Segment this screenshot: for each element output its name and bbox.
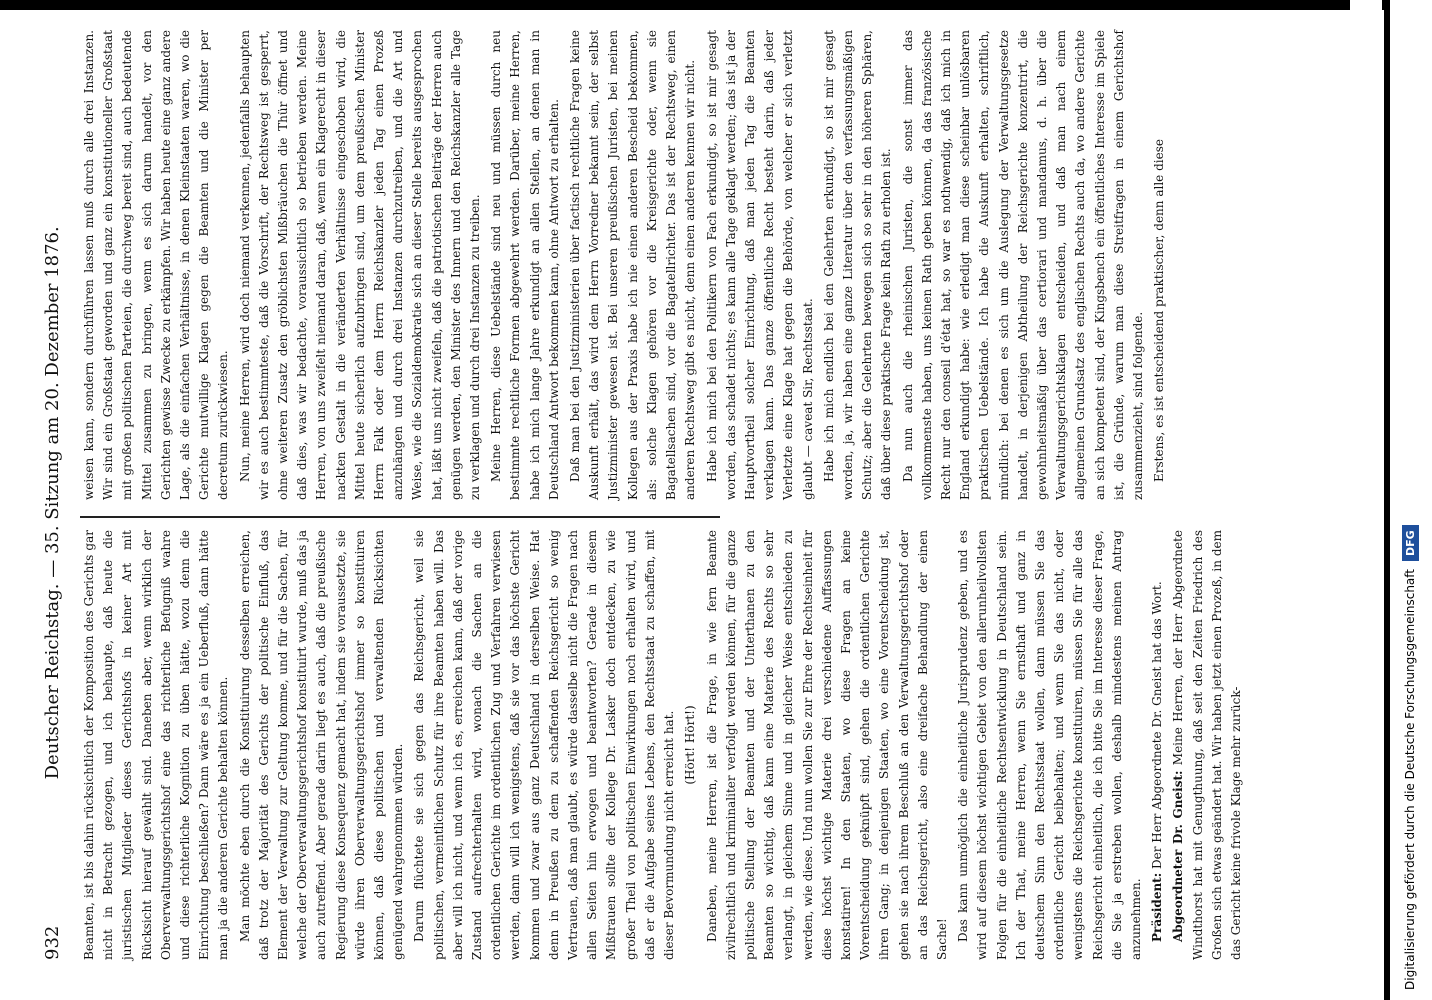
paragraph: Man möchte eben durch die Konstituirung desselben erreichen, daß trotz der Majorität des Gerichts der politische Einfluß, das Element der Verwaltung zur Geltung komme, und für die Sachen, für welche der Oberverwaltungsgerichtshof konstituirt wurde, muß das ja auch zutreffend. Aber gerade darin liegt es auch, daß die preußische Regierung diese Konsequenz gemacht hat, indem sie voraussetzte, sie würde ihren Oberverwaltungsgerichtshof immer so konstituiren können, daß diese politischen und verwaltenden Rücksichten genügend wahrgenommen würden. bbox=[237, 530, 406, 960]
column-divider bbox=[80, 516, 720, 518]
paragraph: Daß man bei den Justizministerien über factisch rechtliche Fragen keine Auskunft erhält, das wird dem Herrn Vorredner bekannt sein, der selbst Justizminister gewesen ist. Bei unseren preußischen Juristen, bei meinen Kollegen aus der Praxis habe ich nie einen anderen Bescheid bekommen, als: solche Klagen gehören vor die Kreisgerichte oder, wenn sie Bagatellsachen sind, vor die Bagatellrichter. Das ist der Rechtsweg, einen anderen Rechtsweg gibt es nicht, denn einen anderen kennen wir nicht. bbox=[568, 30, 698, 500]
paragraph: Das kann unmöglich die einheitliche Jurisprudenz geben, und es wird auf diesem höchst wichtigen Gebiet von den allerunheilvollsten Folgen für die einheitliche Rechtsentwicklung in Deutschland sein. Ich der That, meine Herren, wenn Sie ernsthaft und ganz in deutschem Sinn den Rechtsstaat wollen, dann müssen Sie das ordentliche Gericht beibehalten; und wenn Sie das nicht, oder wenigstens die Reichsgerichte konstituiren, müssen Sie für alle das Reichsgericht einheitlich, die ich bitte Sie im Interesse dieser Frage, die Sie ja erstreben wollen, deshalb mindestens meinen Antrag anzunehmen. bbox=[956, 530, 1143, 960]
paragraph: Beamten, ist bis dahin rücksichtlich der Komposition des Gerichts gar nicht in Betracht gezogen, und ich behaupte, daß heute die juristischen Mitglieder dieses Gerichtshofs in keiner Art mit Rücksicht hierauf gewählt sind. Daneben aber, wenn wirklich der Oberverwaltungsgerichtshof eine das richterliche Befugniß wahre und diese richterliche Kognition zu üben hätte, wozu denn die Einrichtung beschließen? Dann wäre es ja ein Ueberfluß, dann hätte man ja die anderen Gerichte behalten können. bbox=[82, 530, 231, 960]
paragraph: Da nun auch die rheinischen Juristen, die sonst immer das vollkommenste haben, uns keinen Rath geben können, da das französische Recht nur den conseil d'état hat, so war es nothwendig, daß ich mich in England erkundigt habe: wie erledigt man diese scheinbar unlösbaren praktischen Uebelstände. Ich habe die Auskunft erhalten, schriftlich, mündlich: bei denen es sich um die Auslegung der Verwaltungsgesetze handelt, in derjenigen Abtheilung der Reichsgerichte konzentrirt, die gewohnheitsmäßig über das certiorari und mandamus, d. h. über die Verwaltungsgerichtsklagen entscheiden, und daß man nach einem allgemeinen Grundsatz des englischen Rechts auch da, wo andere Gerichte an sich kompetent sind, der Kingsbench ein öffentliches Interesse im Spiele ist, die Gründe, warum man diese Streitfragen in einem Gerichtshof zusammenzieht, sind folgende. bbox=[900, 30, 1145, 500]
paragraph: weisen kann, sondern durchführen lassen muß durch alle drei Instanzen. Wir sind ein Großstaat geworden und ganz ein konstitutioneller Großstaat mit großen politischen Parteien, die durchweg bereit sind, auch bedeutende Mittel zusammen zu bringen, wenn es sich darum handelt, vor den Gerichten gewisse Zwecke zu erkämpfen. Wir haben heute eine ganz andere Lage, als die einfachen Verhältnisse, in denen Kleinstaaten waren, wo die Gerichte mutwillige Klagen gegen die Beamten und die Minister per decretum zurückwiesen. bbox=[82, 30, 231, 500]
right-column bbox=[80, 30, 1167, 500]
speech-text: Meine Herren, der Herr Abgeordnete Windthorst hat mit Genugthuung, daß seit den Zeiten Friedrich des Großen sich etwas geändert hat. Wir haben jetzt einen Prozeß, in dem das Gericht keine frivole Klage mehr zurück- bbox=[1171, 530, 1243, 960]
interjection: (Hört! Hört!) bbox=[683, 705, 698, 785]
speech-text: Der Herr Abgeordnete Dr. Gneist hat das Wort. bbox=[1150, 581, 1165, 869]
speaker-label: Abgeordneter Dr. Gneist: bbox=[1171, 770, 1186, 942]
paragraph: Daneben, meine Herren, ist die Frage, in wie fern Beamte zivilrechtlich und kriminaliter verfolgt werden können, für die ganze politische Stellung der Beamten und der Unterthanen zu den Beamten so wichtig, daß kann eine Materie des Rechts so sehr verlangt, in gleichem Sinne und in gleicher Weise entschieden zu werden, wie diese. Und nun wollen Sie zur Ehre der Rechtseinheit für diese höchst wichtige Materie drei verschiedene Auffassungen konstatiren! In den Staaten, wo diese Fragen an keine Vorentscheidung geknüpft sind, gehen die ordentlichen Gerichte ihren Gang; in denjenigen Staaten, wo eine Vorentscheidung ist, gehen sie nach ihrem Beschluß an den Verwaltungsgerichtshof oder an das Reichsgericht, also eine dreifache Behandlung der einen Sache! bbox=[704, 530, 949, 960]
left-column bbox=[80, 530, 1243, 960]
paragraph: Meine Herren, diese Uebelstände sind neu und müssen durch neu bestimmte rechtliche Formen abgewehrt werden. Darüber, meine Herren, habe ich mich lange Jahre erkundigt an allen Stellen, an denen man in Deutschland Antwort bekommen kann, ohne Antwort zu erhalten. bbox=[489, 30, 561, 500]
paragraph: Habe ich mich endlich bei den Gelehrten erkundigt, so ist mir gesagt worden, ja, wir haben eine ganze Literatur über den verfassungsmäßigen Schutz; aber die Gelehrten bewegen sich so sehr in den höheren Sphären, daß über diese praktische Frage kein Rath zu erholen ist. bbox=[821, 30, 894, 500]
gneist-speech bbox=[1169, 530, 1246, 960]
digitization-note: Digitalisierung gefördert durch die Deutsche Forschungsgemeinschaft bbox=[1403, 568, 1417, 990]
speaker-label: Präsident: bbox=[1150, 872, 1165, 942]
paragraph: Darum flüchtete sie sich gegen das Reichsgericht, weil sie politischen, vermeintlichen Schutz für ihre Beamten haben will. Das aber will ich nicht, und wenn ich es, erreichen kann, daß der vorige Zustand aufrechterhalten wird, wonach die Sachen an die ordentlichen Gerichte im ordentlichen Zug und Verfahren verwiesen werden, dann will ich wenigstens, daß sie vor das höchste Gericht kommen und zwar aus ganz Deutschland in derselben Weise. Hat denn in Preußen zu dem zu schaffenden Reichsgericht so wenig Vertrauen, daß man glaubt, es würde dasselbe nicht die Fragen nach allen Seiten hin erwogen und beantworten? Gerade in diesem Mißtrauen sollte der Kollege Dr. Lasker doch entdecken, zu wie großer Theil von politischen Einwirkungen noch erhalten wird, und daß er die Aufgabe seines Lebens, den Rechtsstaat zu schaffen, mit dieser Bevormundung nicht erreicht hat. bbox=[412, 530, 677, 960]
page-header bbox=[30, 40, 74, 960]
president-speech bbox=[1148, 530, 1167, 960]
dfg-logo: DFG bbox=[1402, 525, 1419, 561]
page-number: 932 bbox=[41, 925, 63, 960]
paragraph: Erstens, es ist entscheidend praktischer, denn alle diese bbox=[1152, 139, 1167, 482]
digitization-footer bbox=[1392, 10, 1428, 990]
paragraph: Habe ich mich bei den Politikern von Fach erkundigt, so ist mir gesagt worden, das schadet nichts; es kann alle Tage geklagt werden; das ist ja der Hauptvortheil solcher Einrichtung, daß man jeden Tag die Beamten verklagen kann. Das ganze öffentliche Recht besteht darin, daß jeder Verletzte eine Klage hat gegen die Behörde, von welcher er sich verletzt glaubt — caveat Sir, Rechtsstaat. bbox=[704, 30, 815, 500]
paragraph: Nun, meine Herren, wird doch niemand verkennen, jedenfalls behaupten wir es auch bestimmteste, daß die Vorschrift, der Rechtsweg ist gesperrt, ohne weiteren Zusatz den gröblichsten Mißbräuchen die Thür öffnet und daß dies, was wir bedachte, voraussichtlich so betrieben werden. Meine Herren, von uns zweifelt niemand daran, daß, wenn ein Klagerecht in dieser nackten Gestalt in die veränderten Verhältnisse eingeschoben wird, die Mittel heute sicherlich aufzubringen sind, um dem preußischen Minister Herrn Falk oder dem Herrn Reichskanzler jeden Tag einen Prozeß anzuhängen und durch drei Instanzen durchzutreiben, und die Art und Weise, wie die Sozialdemokratie sich an dieser Stelle bereits ausgesprochen hat, läßt uns nicht zweifeln, daß die patriotischen Beiträge der Herren auch genügen werden, den Minister des Innern und den Reichskanzler alle Tage zu verklagen und durch drei Instanzen zu treiben. bbox=[237, 30, 483, 500]
running-title: Deutscher Reichstag. — 35. Sitzung am 20. Dezember 1876. bbox=[41, 226, 63, 780]
